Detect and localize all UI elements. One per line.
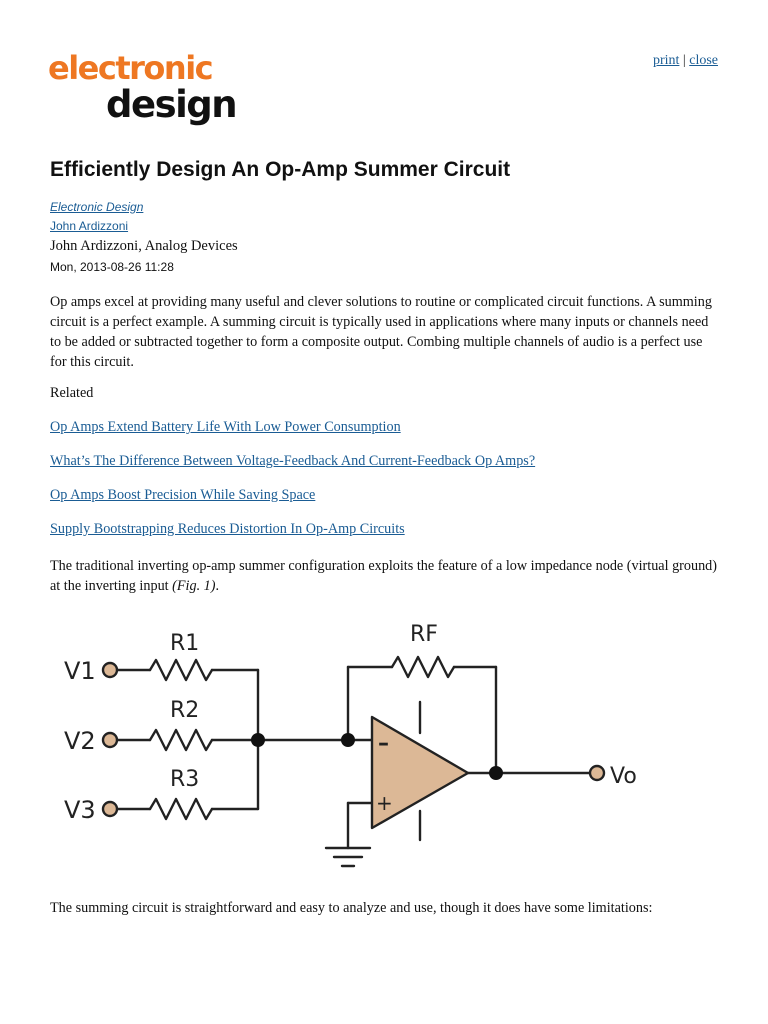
v2-terminal [103, 733, 117, 747]
v3-terminal [103, 802, 117, 816]
plus-sign: + [376, 791, 393, 815]
source-link[interactable]: Electronic Design [50, 200, 144, 214]
fig-reference: (Fig. 1) [172, 578, 216, 594]
v2-label: V2 [64, 727, 96, 755]
rf-label: RF [410, 622, 438, 647]
fig-intro-text: The traditional inverting op-amp summer configuration exploits the feature of a low impedance node (virtual ground) at the inverting input [50, 558, 717, 594]
publish-date: Mon, 2013-08-26 11:28 [50, 260, 174, 274]
fig-intro-end: . [215, 578, 220, 594]
print-link[interactable]: print [652, 53, 680, 68]
fig-intro-paragraph [50, 556, 720, 596]
minus-sign: – [378, 731, 389, 756]
output-node-dot [489, 766, 503, 780]
r2-resistor [150, 730, 212, 750]
limitations-paragraph: The summing circuit is straightforward and easy to analyze and use, though it does have some limitations: [50, 900, 653, 916]
related-link-2[interactable]: What’s The Difference Between Voltage-Feedback And Current-Feedback Op Amps? [50, 453, 536, 469]
v1-terminal [103, 663, 117, 677]
link-separator: | [682, 53, 686, 68]
intro-paragraph: Op amps excel at providing many useful and clever solutions to routine or complicated circuit functions. A summing circuit is a perfect example. A summing circuit is typically used in applications where many inputs or channels need to be added or subtracted together to form a composite output. Combing multiple channels of audio is a perfect use for this circuit. [50, 294, 712, 370]
top-links [653, 53, 718, 69]
author-line: John Ardizzoni, Analog Devices [50, 238, 238, 254]
v1-label: V1 [64, 657, 96, 685]
summer-circuit-diagram [56, 616, 656, 880]
rf-resistor [392, 657, 454, 677]
logo-word-electronic: electronic [48, 49, 213, 87]
vo-label: Vo [610, 764, 637, 789]
vo-terminal [590, 766, 604, 780]
author-link[interactable]: John Ardizzoni [50, 219, 129, 233]
logo-word-design: design [106, 83, 237, 126]
close-link[interactable]: close [689, 53, 718, 68]
r2-label: R2 [170, 698, 200, 723]
electronic-design-logo[interactable] [48, 49, 237, 134]
related-link-4[interactable]: Supply Bootstrapping Reduces Distortion In Op-Amp Circuits [50, 521, 405, 537]
r1-label: R1 [170, 631, 200, 656]
related-link-1[interactable]: Op Amps Extend Battery Life With Low Power Consumption [50, 419, 401, 435]
summing-junction-dot [251, 733, 265, 747]
article-title: Efficiently Design An Op-Amp Summer Circuit [50, 158, 511, 181]
inverting-node-dot [341, 733, 355, 747]
r3-resistor [150, 799, 212, 819]
related-link-3[interactable]: Op Amps Boost Precision While Saving Space [50, 487, 316, 503]
r1-resistor [150, 660, 212, 680]
v3-label: V3 [64, 796, 96, 824]
r3-label: R3 [170, 767, 200, 792]
related-heading: Related [50, 385, 94, 401]
